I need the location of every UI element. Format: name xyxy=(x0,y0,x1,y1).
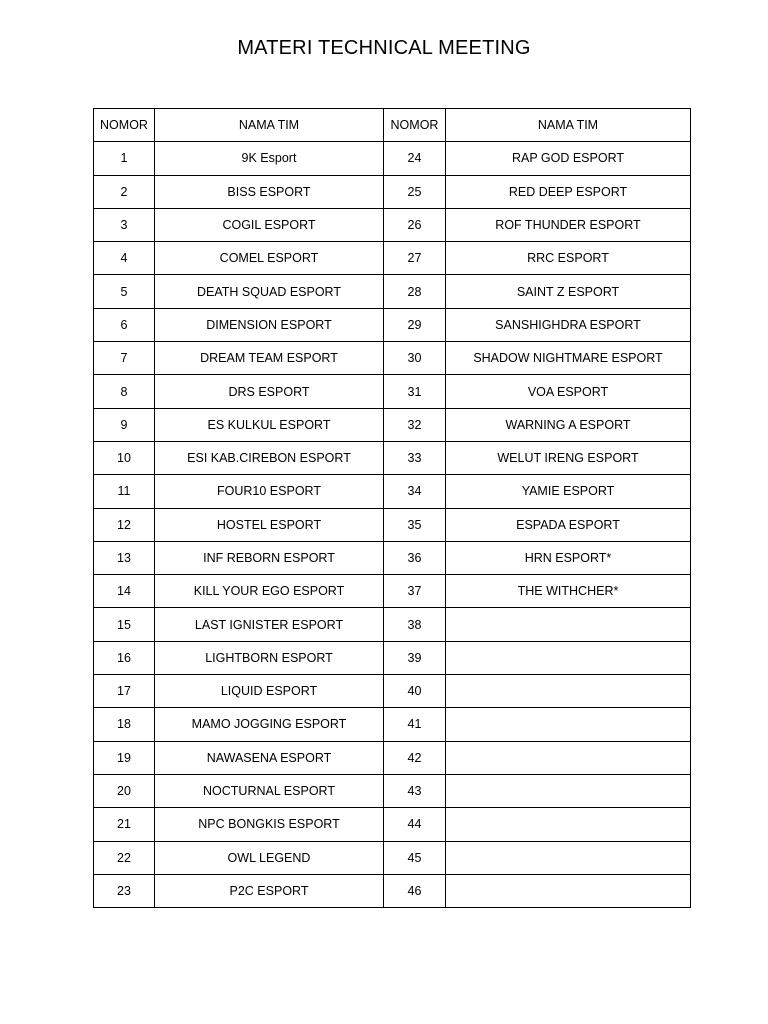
row-number-left: 2 xyxy=(94,175,155,208)
team-name-left: COGIL ESPORT xyxy=(155,208,384,241)
team-name-left: COMEL ESPORT xyxy=(155,242,384,275)
table-row xyxy=(94,508,691,541)
team-name-left: P2C ESPORT xyxy=(155,874,384,907)
table-row xyxy=(94,408,691,441)
row-number-right: 24 xyxy=(384,142,446,175)
table-row xyxy=(94,441,691,474)
team-name-right: ROF THUNDER ESPORT xyxy=(446,208,691,241)
team-name-right: WELUT IRENG ESPORT xyxy=(446,441,691,474)
row-number-left: 21 xyxy=(94,808,155,841)
row-number-left: 4 xyxy=(94,242,155,275)
row-number-left: 8 xyxy=(94,375,155,408)
table-row xyxy=(94,874,691,907)
team-name-left: OWL LEGEND xyxy=(155,841,384,874)
row-number-right: 27 xyxy=(384,242,446,275)
team-name-right: ESPADA ESPORT xyxy=(446,508,691,541)
row-number-left: 6 xyxy=(94,308,155,341)
table-row xyxy=(94,708,691,741)
team-name-right xyxy=(446,808,691,841)
team-name-right xyxy=(446,774,691,807)
team-name-right xyxy=(446,708,691,741)
team-name-right: WARNING A ESPORT xyxy=(446,408,691,441)
row-number-right: 34 xyxy=(384,475,446,508)
table-row xyxy=(94,841,691,874)
row-number-right: 26 xyxy=(384,208,446,241)
team-name-right: HRN ESPORT* xyxy=(446,541,691,574)
row-number-left: 16 xyxy=(94,641,155,674)
team-name-left: MAMO JOGGING ESPORT xyxy=(155,708,384,741)
row-number-right: 30 xyxy=(384,342,446,375)
team-name-right: RRC ESPORT xyxy=(446,242,691,275)
table-row xyxy=(94,608,691,641)
table-row xyxy=(94,475,691,508)
team-name-right xyxy=(446,641,691,674)
row-number-right: 45 xyxy=(384,841,446,874)
team-name-left: ES KULKUL ESPORT xyxy=(155,408,384,441)
row-number-right: 31 xyxy=(384,375,446,408)
team-name-left: DRS ESPORT xyxy=(155,375,384,408)
row-number-left: 1 xyxy=(94,142,155,175)
table-row xyxy=(94,741,691,774)
row-number-right: 38 xyxy=(384,608,446,641)
team-name-left: FOUR10 ESPORT xyxy=(155,475,384,508)
row-number-left: 13 xyxy=(94,541,155,574)
team-name-left: NPC BONGKIS ESPORT xyxy=(155,808,384,841)
team-name-left: 9K Esport xyxy=(155,142,384,175)
team-name-left: DEATH SQUAD ESPORT xyxy=(155,275,384,308)
team-name-right xyxy=(446,675,691,708)
table-row xyxy=(94,808,691,841)
row-number-left: 15 xyxy=(94,608,155,641)
row-number-left: 18 xyxy=(94,708,155,741)
team-name-right xyxy=(446,608,691,641)
team-name-left: DREAM TEAM ESPORT xyxy=(155,342,384,375)
row-number-left: 11 xyxy=(94,475,155,508)
team-name-right: RED DEEP ESPORT xyxy=(446,175,691,208)
team-name-left: NAWASENA ESPORT xyxy=(155,741,384,774)
team-name-left: LIQUID ESPORT xyxy=(155,675,384,708)
table-row xyxy=(94,541,691,574)
row-number-right: 39 xyxy=(384,641,446,674)
team-name-right xyxy=(446,741,691,774)
row-number-right: 41 xyxy=(384,708,446,741)
header-nomor-left: NOMOR xyxy=(94,109,155,142)
table-row xyxy=(94,142,691,175)
team-name-right: SAINT Z ESPORT xyxy=(446,275,691,308)
table-row xyxy=(94,375,691,408)
team-name-left: KILL YOUR EGO ESPORT xyxy=(155,575,384,608)
team-name-right xyxy=(446,874,691,907)
row-number-left: 9 xyxy=(94,408,155,441)
row-number-left: 7 xyxy=(94,342,155,375)
team-name-right: SHADOW NIGHTMARE ESPORT xyxy=(446,342,691,375)
team-name-right: RAP GOD ESPORT xyxy=(446,142,691,175)
team-name-right: SANSHIGHDRA ESPORT xyxy=(446,308,691,341)
table-row xyxy=(94,242,691,275)
table-header-row xyxy=(94,109,691,142)
table-row xyxy=(94,575,691,608)
row-number-right: 37 xyxy=(384,575,446,608)
table-row xyxy=(94,175,691,208)
row-number-left: 12 xyxy=(94,508,155,541)
team-name-left: DIMENSION ESPORT xyxy=(155,308,384,341)
team-name-left: LIGHTBORN ESPORT xyxy=(155,641,384,674)
team-name-right: YAMIE ESPORT xyxy=(446,475,691,508)
table-row xyxy=(94,275,691,308)
row-number-left: 14 xyxy=(94,575,155,608)
team-name-left: BISS ESPORT xyxy=(155,175,384,208)
row-number-right: 40 xyxy=(384,675,446,708)
header-nomor-right: NOMOR xyxy=(384,109,446,142)
team-name-left: NOCTURNAL ESPORT xyxy=(155,774,384,807)
team-name-right xyxy=(446,841,691,874)
header-nama-tim-right: NAMA TIM xyxy=(446,109,691,142)
row-number-right: 33 xyxy=(384,441,446,474)
row-number-right: 29 xyxy=(384,308,446,341)
team-name-left: HOSTEL ESPORT xyxy=(155,508,384,541)
row-number-left: 17 xyxy=(94,675,155,708)
row-number-right: 32 xyxy=(384,408,446,441)
row-number-left: 22 xyxy=(94,841,155,874)
table-row xyxy=(94,641,691,674)
team-table-body xyxy=(94,142,691,908)
table-row xyxy=(94,208,691,241)
row-number-left: 10 xyxy=(94,441,155,474)
row-number-right: 25 xyxy=(384,175,446,208)
row-number-left: 23 xyxy=(94,874,155,907)
row-number-right: 44 xyxy=(384,808,446,841)
row-number-right: 46 xyxy=(384,874,446,907)
team-name-right: VOA ESPORT xyxy=(446,375,691,408)
row-number-right: 36 xyxy=(384,541,446,574)
table-row xyxy=(94,342,691,375)
table-row xyxy=(94,308,691,341)
row-number-left: 20 xyxy=(94,774,155,807)
row-number-left: 3 xyxy=(94,208,155,241)
team-name-left: LAST IGNISTER ESPORT xyxy=(155,608,384,641)
document-title: MATERI TECHNICAL MEETING xyxy=(237,37,531,59)
row-number-right: 35 xyxy=(384,508,446,541)
team-table xyxy=(93,108,691,908)
team-name-left: ESI KAB.CIREBON ESPORT xyxy=(155,441,384,474)
table-row xyxy=(94,774,691,807)
row-number-right: 43 xyxy=(384,774,446,807)
row-number-left: 19 xyxy=(94,741,155,774)
row-number-right: 42 xyxy=(384,741,446,774)
row-number-left: 5 xyxy=(94,275,155,308)
header-nama-tim-left: NAMA TIM xyxy=(155,109,384,142)
team-name-right: THE WITHCHER* xyxy=(446,575,691,608)
table-row xyxy=(94,675,691,708)
team-name-left: INF REBORN ESPORT xyxy=(155,541,384,574)
row-number-right: 28 xyxy=(384,275,446,308)
